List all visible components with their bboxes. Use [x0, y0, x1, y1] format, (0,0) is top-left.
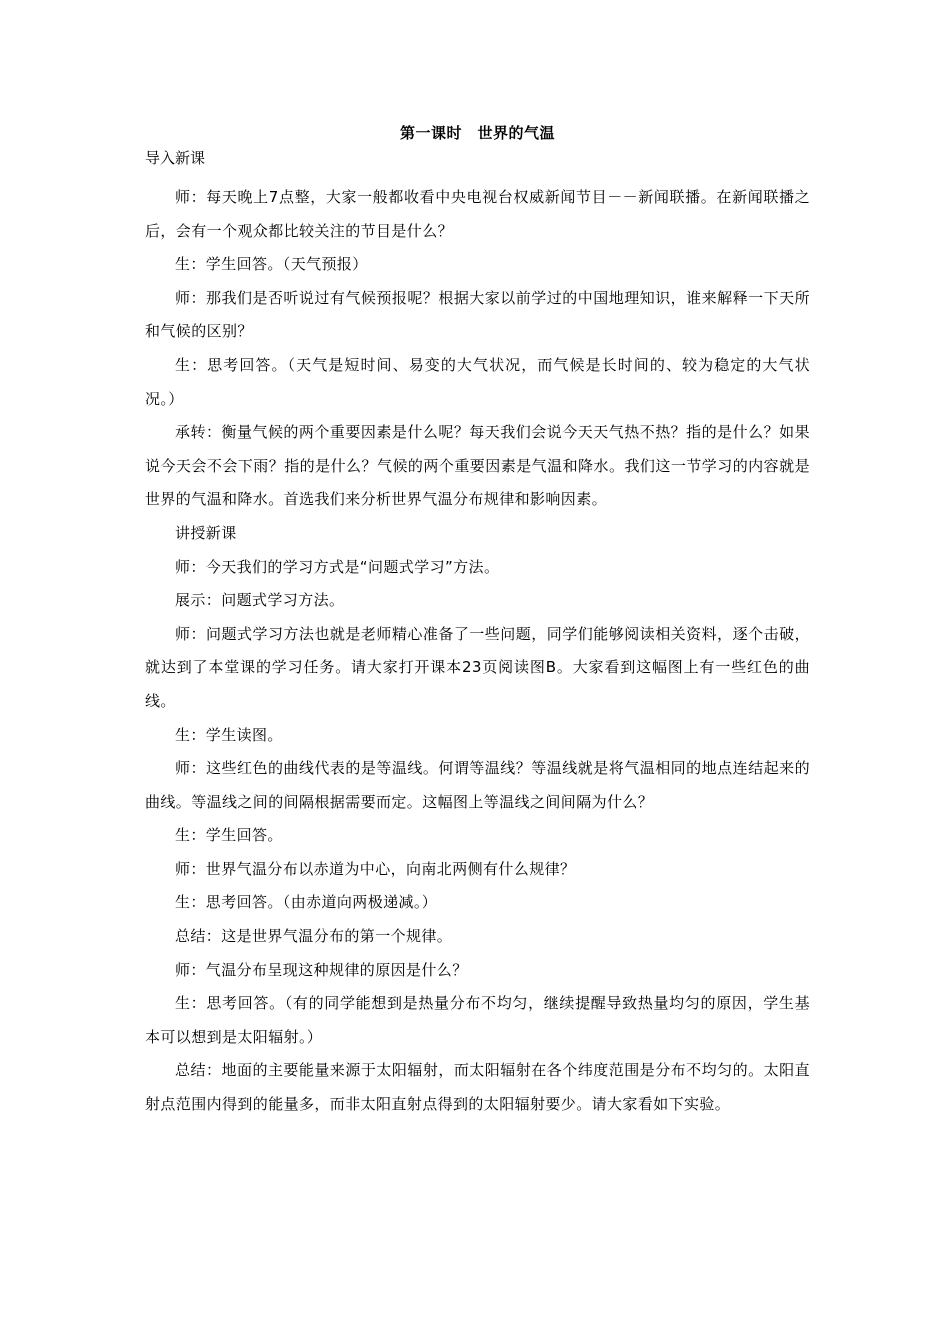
- paragraph: 生：思考回答。（天气是短时间、易变的大气状况，而气候是长时间的、较为稳定的大气状况。）: [145, 355, 810, 408]
- section-heading-intro: 导入新课: [145, 149, 206, 167]
- paragraph: 师：这些红色的曲线代表的是等温线。何谓等温线？等温线就是将气温相同的地点连结起来的曲线。等温线之间的间隔根据需要而定。这幅图上等温线之间间隔为什么？: [145, 759, 810, 811]
- paragraph: 生：学生回答。: [175, 826, 283, 845]
- paragraph: 总结：这是世界气温分布的第一个规律。: [175, 927, 453, 946]
- paragraph: 总结：地面的主要能量来源于太阳辐射，而太阳辐射在各个纬度范围是分布不均匀的。太阳直射点范围内得到的能量多，而非太阳直射点得到的太阳辐射要少。请大家看如下实验。: [145, 1061, 810, 1114]
- section-heading-teaching: 讲授新课: [175, 523, 237, 542]
- paragraph: 师：气温分布呈现这种规律的原因是什么？: [175, 960, 468, 979]
- paragraph: 师：每天晚上7点整，大家一般都收看中央电视台权威新闻节目－－新闻联播。在新闻联播之后，会有一个观众都比较关注的节目是什么？: [145, 188, 810, 240]
- paragraph: 师：世界气温分布以赤道为中心，向南北两侧有什么规律？: [175, 859, 576, 878]
- paragraph: 师：今天我们的学习方式是“问题式学习”方法。: [175, 557, 500, 576]
- paragraph: 生：思考回答。（由赤道向两极递减。）: [175, 893, 438, 912]
- paragraph: 承转：衡量气候的两个重要因素是什么呢？每天我们会说今天天气热不热？指的是什么？如果说今天会不会下雨？指的是什么？气候的两个重要因素是气温和降水。我们这一节学习的内容就是世界的气温和降水。首选我们来分析世界气温分布规律和影响因素。: [145, 423, 810, 509]
- paragraph: 师：问题式学习方法也就是老师精心准备了一些问题，同学们能够阅读相关资料，逐个击破，就达到了本堂课的学习任务。请大家打开课本23页阅读图B。大家看到这幅图上有一些红色的曲线。: [145, 624, 810, 710]
- paragraph: 生：学生回答。（天气预报）: [175, 255, 368, 274]
- paragraph: 生：思考回答。（有的同学能想到是热量分布不均匀，继续提醒导致热量均匀的原因，学生基本可以想到是太阳辐射。）: [145, 994, 810, 1046]
- paragraph: 展示：问题式学习方法。: [175, 591, 345, 610]
- paragraph: 生：学生读图。: [175, 725, 283, 744]
- document-page: [145, 122, 810, 1122]
- lesson-title: 第一课时 世界的气温: [399, 124, 555, 142]
- paragraph: 师：那我们是否听说过有气候预报呢？根据大家以前学过的中国地理知识，谁来解释一下天所和气候的区别？: [145, 288, 810, 341]
